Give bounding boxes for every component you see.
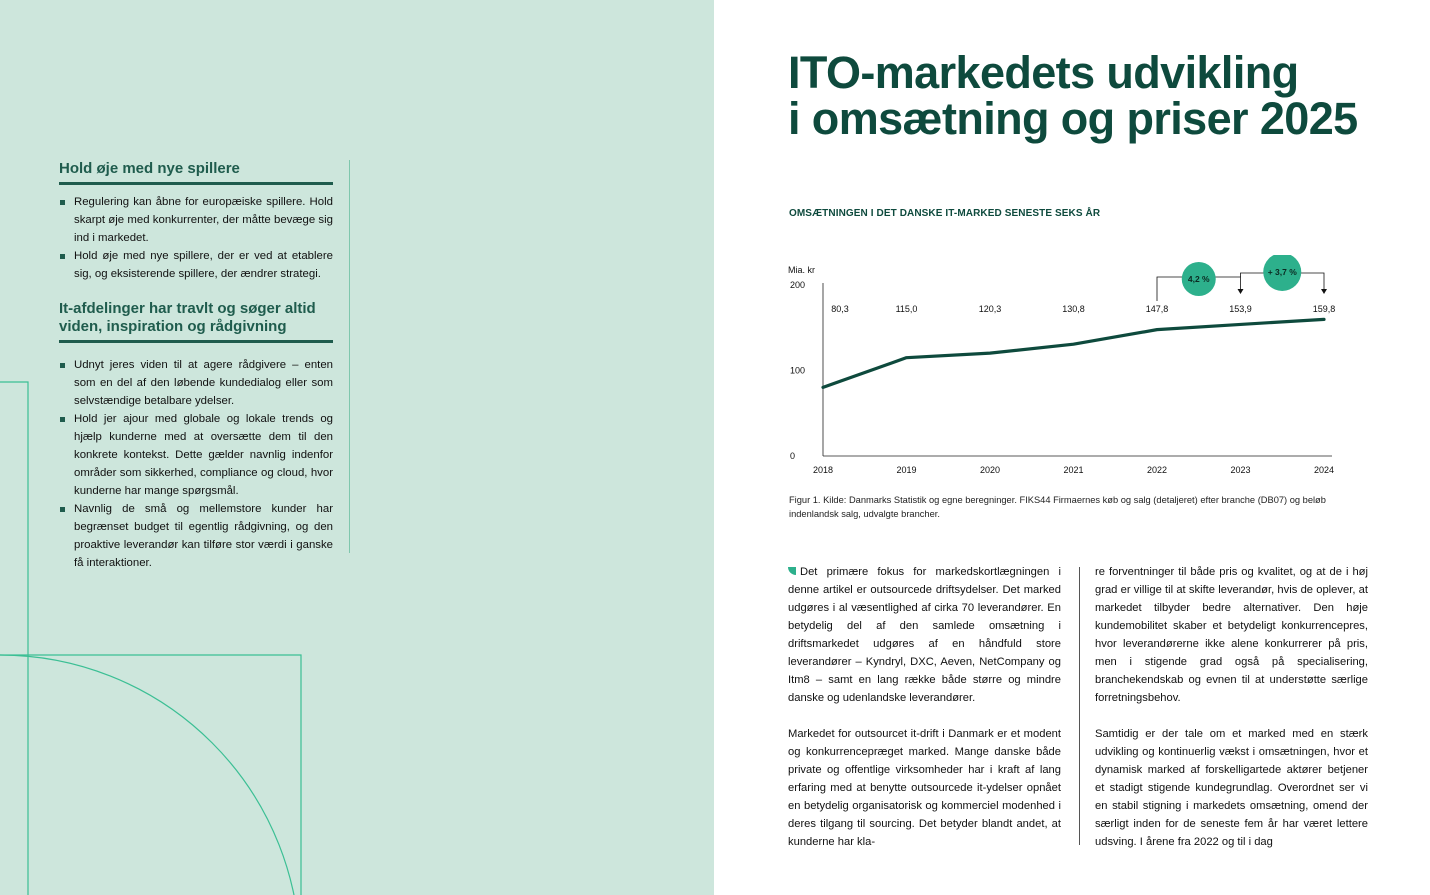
page-title (788, 47, 1408, 144)
x-tick-label: 2018 (812, 465, 834, 475)
decorative-arc (0, 655, 300, 895)
x-tick-label: 2024 (1313, 465, 1335, 475)
title-part: i omsætning og priser (788, 93, 1260, 144)
data-label: 80,3 (831, 304, 849, 314)
left-page (0, 0, 714, 895)
list-item: Udnyt jeres viden til at agere rådgivere – enten som en del af den løbende kundedialog eller som selvstændige betalbare ydelser. (59, 356, 333, 410)
paragraph: Samtidig er der tale om et marked med en stærk udvikling og kontinuerlig vækst i omsætningen, hvor et dynamisk marked af forskelligartede aktører betjener et stadigt stigende kundegrundlag. Overordnet ser vi en stabil stigning i markedets omsætning, omend der særligt inden for de seneste fem år har været lettere udsving. I årene fra 2022 og til i dag (1095, 728, 1368, 848)
paragraph-text: Det primære fokus for markedskortlægningen i denne artikel er outsourcede driftsydelser. Det marked udgøres i al væsentlighed af cirka 70 leverandører. En betydelig del af den samlede omsætning i driftsmarkedet udgøres af en håndfuld store leverandører – Kyndryl, DXC, Aeven, NetCompany og Itm8 – samt en lang række både større og mindre danske og udenlandske leverandører. (788, 566, 1061, 704)
paragraph: Markedet for outsourcet it-drift i Danmark er et modent og konkurrencepræget marked. Mange danske både private og offentlige virksomheder har i kraft af lang erfaring med at benytte outsourcede it-ydelser opnået en betydelig organisatorisk og kommerciel modenhed i deres tilgang til sourcing. Det betyder blandt andet, at kunderne har kla- (788, 728, 1061, 848)
y-tick-label: 200 (790, 280, 806, 290)
body-column-1 (788, 563, 1061, 851)
chart-heading: OMSÆTNINGEN I DET DANSKE IT-MARKED SENESTE SEKS ÅR (789, 208, 1101, 219)
data-label: 120,3 (978, 304, 1002, 314)
x-tick-label: 2022 (1146, 465, 1168, 475)
bullet-list-it-departments (59, 356, 333, 572)
data-label: 153,9 (1229, 304, 1252, 314)
series-line (823, 319, 1324, 387)
x-tick-label: 2019 (896, 465, 917, 475)
x-tick-label: 2021 (1063, 465, 1084, 475)
growth-badge-label: + 3,7 % (1267, 267, 1297, 277)
data-label: 159,8 (1312, 304, 1336, 314)
growth-badge-label: 4,2 % (1187, 274, 1210, 284)
bullet-list-new-players (59, 193, 333, 283)
title-part: udvikling (1094, 47, 1299, 98)
list-item: Hold jer ajour med globale og lokale trends og hjælp kunderne med at oversætte dem til den konkrete kontekst. Dette gælder navnlig indenfor områder som sikkerhed, compliance og cloud, hvor kunderne har mange spørgsmål. (59, 410, 333, 500)
decorative-frame (0, 655, 301, 895)
data-label: 130,8 (1062, 304, 1085, 314)
list-item: Regulering kan åbne for europæiske spillere. Hold skarpt øje med konkurrenter, der måtte bevæge sig ind i markedet. (59, 193, 333, 247)
figure-caption: Figur 1. Kilde: Danmarks Statistik og egne beregninger. FIKS44 Firmaernes køb og salg (detaljeret) efter branche (DB07) og beløb indenlandsk salg, udvalgte brancher. (789, 495, 1326, 519)
lead-marker-icon (788, 567, 796, 575)
list-item: Navnlig de små og mellemstore kunder har begrænset budget til egentlig rådgivning, og den proaktive leverandør kan tilføre stor værdi i ganske få interaktioner. (59, 500, 333, 572)
arrow-down-icon (1238, 289, 1244, 294)
x-tick-label: 2020 (979, 465, 1001, 475)
y-tick-label: 0 (790, 451, 796, 461)
column-divider (1079, 567, 1080, 845)
x-tick-label: 2023 (1230, 465, 1251, 475)
section-title-it-departments: It-afdelinger har travlt og søger altid viden, inspiration og rådgivning (59, 300, 333, 343)
revenue-line-chart (780, 255, 1360, 480)
data-label: 147,8 (1145, 304, 1169, 314)
advice-column (59, 160, 333, 572)
body-column-2 (1095, 563, 1368, 851)
data-label: 115,0 (895, 304, 918, 314)
paragraph: re forventninger til både pris og kvalitet, og at de i høj grad er villige til at skifte leverandør, hvis de oplever, at markedet tilbyder bedre alternativer. Den høje kundemobilitet skaber et betydeligt konkurrencepres, hvor leverandørerne ikke alene konkurrerer på pris, men i stigende grad også på specialisering, branchekendskab og evnen til at understøtte særlige forretningsbehov. (1095, 566, 1368, 704)
list-item: Hold øje med nye spillere, der er ved at etablere sig, og eksisterende spillere, der ændrer strategi. (59, 247, 333, 283)
column-divider (349, 160, 350, 553)
y-axis-label: Mia. kr (788, 265, 815, 275)
paragraph (788, 563, 1061, 707)
y-tick-label: 100 (790, 365, 806, 376)
title-bold-part: ITO-markedets (788, 47, 1095, 98)
arrow-down-icon (1321, 289, 1327, 294)
section-title-new-players: Hold øje med nye spillere (59, 160, 333, 185)
title-year: 2025 (1259, 93, 1358, 144)
decorative-corner-line (0, 382, 28, 895)
